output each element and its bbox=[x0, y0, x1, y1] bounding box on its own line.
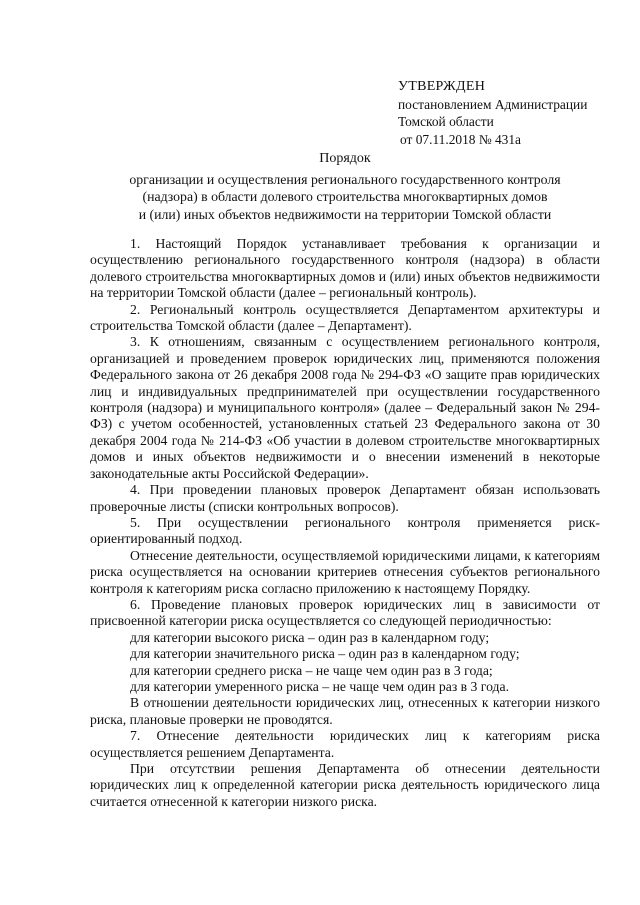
approval-stamp bbox=[398, 78, 618, 148]
paragraph-3: 3. К отношениям, связанным с осуществлением регионального контроля, организацией и проведением проверок юридических лиц, применяются положения Федерального закона от 26 декабря 2008 года № 294-ФЗ «О защите прав юридических лиц и индивидуальных предпринимателей при осуществлении государственного контроля (надзора) и муниципального контроля» (далее – Федеральный закон № 294-ФЗ) с учетом особенностей, установленных статьей 23 Федерального закона от 30 декабря 2004 года № 214-ФЗ «Об участии в долевом строительстве многоквартирных домов и иных объектов недвижимости и о внесении изменений в некоторые законодательные акты Российской Федерации». bbox=[90, 334, 600, 481]
paragraph-2: 2. Региональный контроль осуществляется Департаментом архитектуры и строительства Томской области (далее – Департамент). bbox=[90, 301, 600, 334]
approval-date-number: от 07.11.2018 № 431а bbox=[400, 131, 521, 147]
paragraph-1: 1. Настоящий Порядок устанавливает требования к организации и осуществлению регионального государственного контроля (надзора) в области долевого строительства многоквартирных домов и (или) иных объектов недвижимости на территории Томской области (далее – региональный контроль). bbox=[90, 236, 600, 301]
title-line-1: организации и осуществления регионального государственного контроля bbox=[129, 171, 561, 187]
approval-resolution: постановлением Администрации bbox=[398, 96, 588, 112]
document-title bbox=[90, 150, 600, 223]
risk-list-item: для категории умеренного риска – не чаще чем один раз в 3 года. bbox=[130, 678, 509, 694]
risk-list-item: для категории среднего риска – не чаще чем один раз в 3 года; bbox=[130, 662, 493, 678]
paragraph-6: 6. Проведение плановых проверок юридических лиц в зависимости от присвоенной категории риска осуществляется со следующей периодичностью: bbox=[90, 596, 600, 629]
paragraph-5: 5. При осуществлении регионального контроля применяется риск-ориентированный подход. bbox=[90, 514, 600, 547]
approval-title: УТВЕРЖДЕН bbox=[398, 79, 486, 94]
paragraph-6-continued: В отношении деятельности юридических лиц, отнесенных к категории низкого риска, плановые проверки не проводятся. bbox=[90, 695, 600, 727]
document-body bbox=[90, 236, 600, 810]
document-heading: Порядок bbox=[319, 151, 371, 166]
paragraph-5-continued: Отнесение деятельности, осуществляемой юридическими лицами, к категориям риска осуществляется на основании критериев отнесения субъектов регионального контроля к категориям риска согласно приложению к настоящему Порядку. bbox=[90, 547, 600, 596]
paragraph-4: 4. При проведении плановых проверок Департамент обязан использовать проверочные листы (списки контрольных вопросов). bbox=[90, 482, 600, 514]
paragraph-7-continued: При отсутствии решения Департамента об отнесении деятельности юридических лиц к определенной категории риска деятельность юридического лица считается отнесенной к категории низкого риска. bbox=[90, 761, 600, 809]
title-line-2: (надзора) в области долевого строительства многоквартирных домов bbox=[142, 189, 548, 204]
paragraph-7: 7. Отнесение деятельности юридических лиц к категориям риска осуществляется решением Департамента. bbox=[90, 728, 600, 760]
risk-list-item: для категории высокого риска – один раз в календарном году; bbox=[130, 629, 490, 645]
approval-region: Томской области bbox=[398, 114, 494, 129]
risk-list-item: для категории значительного риска – один раз в календарном году; bbox=[130, 646, 520, 662]
title-line-3: и (или) иных объектов недвижимости на территории Томской области bbox=[138, 206, 552, 222]
